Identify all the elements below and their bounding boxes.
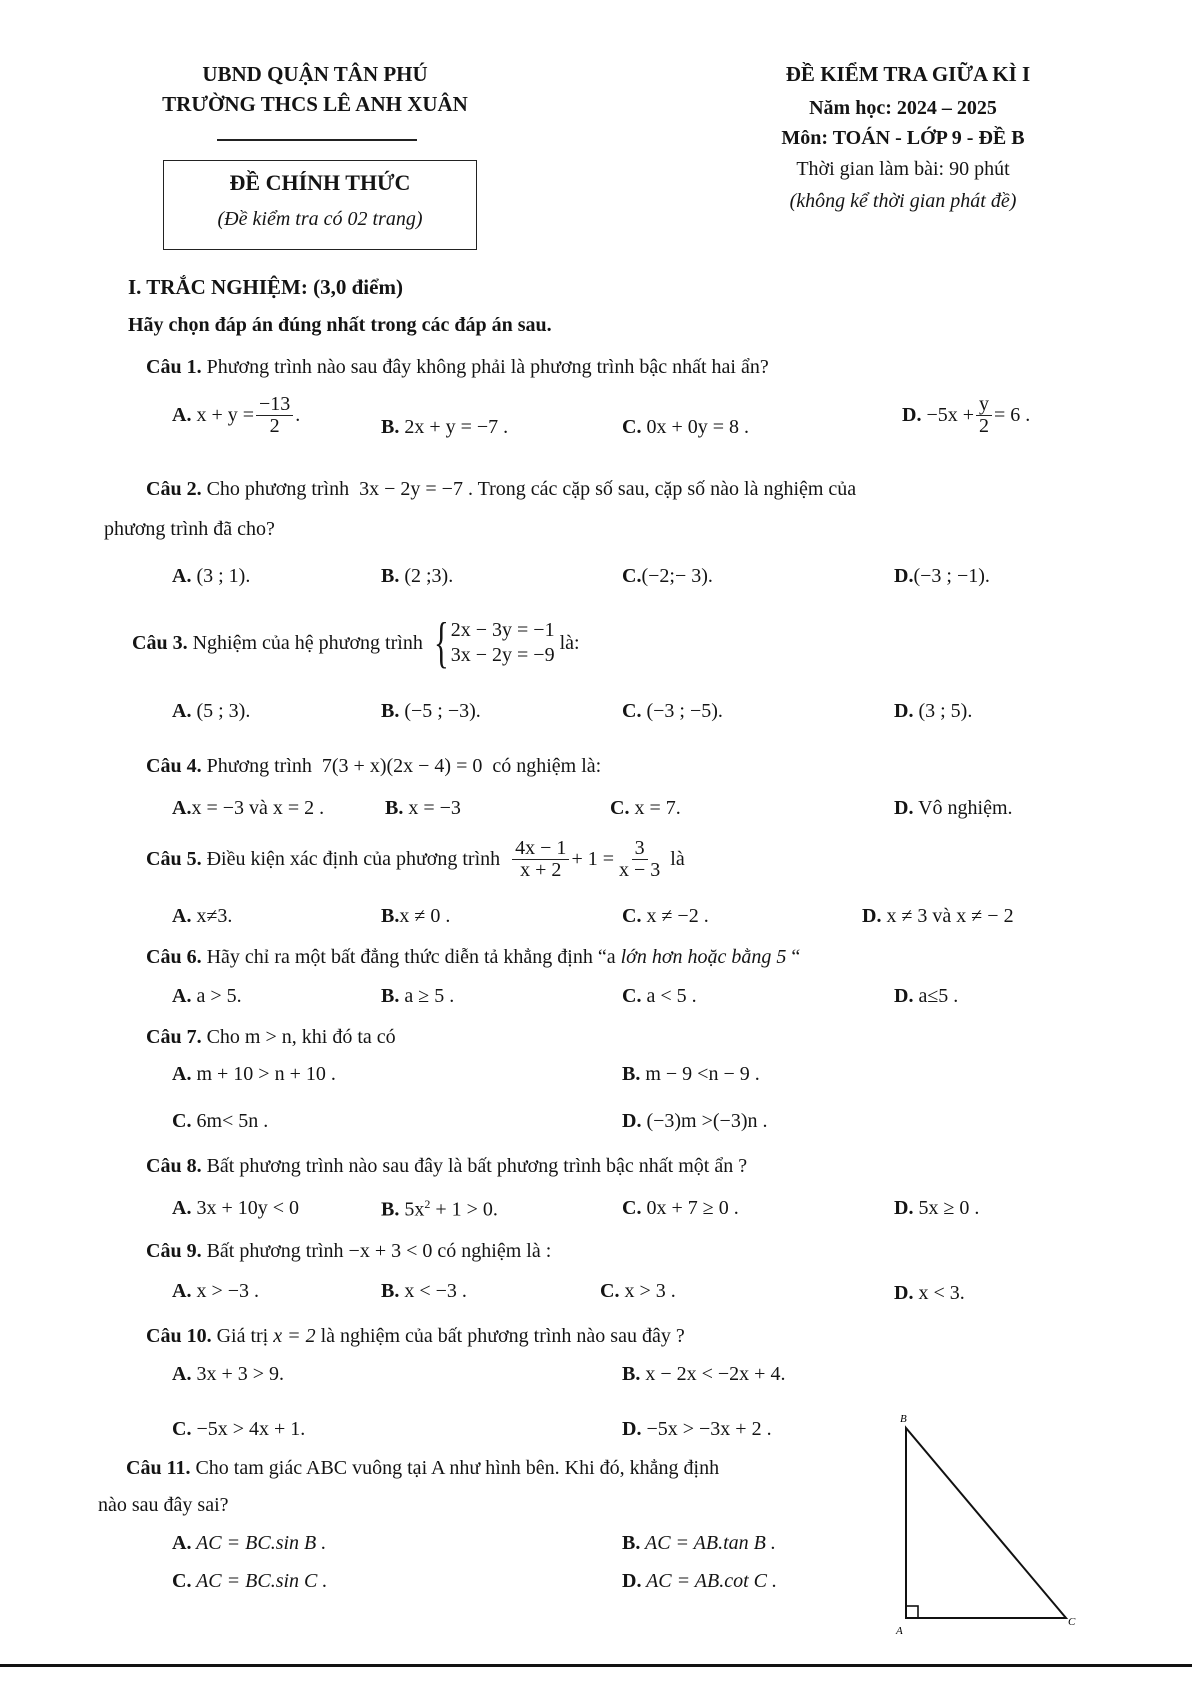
question-9: Câu 9. Bất phương trình −x + 3 < 0 có nghiệm là : [146, 1240, 552, 1262]
q11-option-b: B. AC = AB.tan B . [622, 1532, 776, 1554]
official-title: ĐỀ CHÍNH THỨC [229, 170, 411, 195]
question-2: Câu 2. Cho phương trình 3x − 2y = −7 . Trong các cặp số sau, cặp số nào là nghiệm của [146, 478, 857, 500]
right-angle-mark [906, 1606, 918, 1618]
question-10: Câu 10. Giá trị x = 2 là nghiệm của bất phương trình nào sau đây ? [146, 1325, 685, 1347]
q4-option-b: B. x = −3 [385, 797, 461, 819]
fraction: $\frac{-13}{2}$ [256, 394, 293, 437]
question-6: Câu 6. Hãy chỉ ra một bất đẳng thức diễn tả khẳng định “a lớn hơn hoặc bằng 5 “ [146, 946, 801, 968]
q5-option-c: C. x ≠ −2 . [622, 905, 709, 927]
question-5: Câu 5. Điều kiện xác định của phương trình $\frac{4x - 1}{x + 2}$ + 1 = $\frac{3}{x - 3}$ là [146, 837, 685, 881]
q9-option-a: A. x > −3 . [172, 1280, 260, 1302]
q6-option-d: D. a≤5 . [894, 985, 959, 1007]
q11-option-c: C. AC = BC.sin C . [172, 1570, 328, 1592]
question-11-cont: nào sau đây sai? [98, 1494, 229, 1516]
q10-option-c: C. −5x > 4x + 1. [172, 1418, 306, 1440]
question-7: Câu 7. Cho m > n, khi đó ta có [146, 1026, 396, 1048]
q7-option-b: B. m − 9 <n − 9 . [622, 1063, 760, 1085]
question-11: Câu 11. Cho tam giác ABC vuông tại A như hình bên. Khi đó, khẳng định [126, 1457, 720, 1479]
q11-option-d: D. AC = AB.cot C . [622, 1570, 777, 1592]
q1-option-b: B. 2x + y = −7 . [381, 416, 509, 438]
school-year: Năm học: 2024 – 2025 [809, 97, 997, 119]
q1-option-c: C. 0x + 0y = 8 . [622, 416, 750, 438]
page-bottom-border [0, 1664, 1192, 1667]
equation-system: { 2x − 3y = −1 3x − 2y = −9 [433, 612, 555, 674]
q3-option-b: B. (−5 ; −3). [381, 700, 481, 722]
option-text: x + y = [196, 404, 255, 426]
duration: Thời gian làm bài: 90 phút [796, 158, 1010, 180]
q10-option-b: B. x − 2x < −2x + 4. [622, 1363, 786, 1385]
q2-option-a: A. (3 ; 1). [172, 565, 251, 587]
duration-note: (không kể thời gian phát đề) [789, 190, 1017, 212]
section-title: I. TRẮC NGHIỆM: (3,0 điểm) [128, 275, 403, 299]
q7-option-d: D. (−3)m >(−3)n . [622, 1110, 768, 1132]
question-2-cont: phương trình đã cho? [104, 518, 275, 540]
q9-option-b: B. x < −3 . [381, 1280, 467, 1302]
section-instruction: Hãy chọn đáp án đúng nhất trong các đáp án sau. [128, 314, 552, 336]
q10-option-d: D. −5x > −3x + 2 . [622, 1418, 772, 1440]
q6-option-b: B. a ≥ 5 . [381, 985, 455, 1007]
q2-option-b: B. (2 ;3). [381, 565, 454, 587]
q4-option-a: A.x = −3 và x = 2 . [172, 797, 325, 819]
page-count-note: (Đề kiểm tra có 02 trang) [217, 208, 423, 230]
q8-option-d: D. 5x ≥ 0 . [894, 1197, 980, 1219]
triangle-shape [906, 1428, 1066, 1618]
q4-option-c: C. x = 7. [610, 797, 681, 819]
q3-option-c: C. (−3 ; −5). [622, 700, 723, 722]
q9-option-d: D. x < 3. [894, 1282, 965, 1304]
q4-option-d: D. Vô nghiệm. [894, 797, 1013, 819]
fraction: $\frac{4x - 1}{x + 2}$ [512, 838, 569, 881]
fraction: $\frac{y}{2}$ [976, 394, 992, 437]
q10-option-a: A. 3x + 3 > 9. [172, 1363, 285, 1385]
subject-line: Môn: TOÁN - LỚP 9 - ĐỀ B [781, 127, 1025, 149]
q11-option-a: A. AC = BC.sin B . [172, 1532, 327, 1554]
option-key: A. [172, 404, 192, 426]
q7-option-c: C. 6m< 5n . [172, 1110, 269, 1132]
question-4: Câu 4. Phương trình 7(3 + x)(2x − 4) = 0 có nghiệm là: [146, 755, 602, 777]
right-triangle-figure [886, 1408, 1086, 1648]
q6-option-a: A. a > 5. [172, 985, 242, 1007]
q1-option-a: A. x + y = $\frac{-13}{2}$ . [172, 393, 301, 437]
q7-option-a: A. m + 10 > n + 10 . [172, 1063, 336, 1085]
brace: { [433, 612, 449, 674]
exam-title: ĐỀ KIỂM TRA GIỮA KÌ I [785, 62, 1031, 86]
q6-option-c: C. a < 5 . [622, 985, 697, 1007]
q8-option-a: A. 3x + 10y < 0 [172, 1197, 300, 1219]
question-1 [146, 356, 769, 379]
school-name: TRƯỜNG THCS LÊ ANH XUÂN [162, 92, 468, 116]
q8-option-b: B. $5x^2 + 1 > 0$. [381, 1197, 498, 1221]
question-3: Câu 3. Nghiệm của hệ phương trình { 2x − 3y = −1 3x − 2y = −9 là: [132, 612, 580, 674]
header-divider [217, 139, 417, 141]
q2-option-c: C.(−2;− 3). [622, 565, 713, 587]
fraction: $\frac{3}{x - 3}$ [619, 837, 661, 881]
q8-option-c: C. 0x + 7 ≥ 0 . [622, 1197, 739, 1219]
q5-option-d: D. x ≠ 3 và x ≠ − 2 [862, 905, 1014, 927]
q3-option-d: D. (3 ; 5). [894, 700, 973, 722]
vertex-a-label: A [896, 1625, 903, 1637]
question-8: Câu 8. Bất phương trình nào sau đây là bất phương trình bậc nhất một ẩn ? [146, 1155, 748, 1177]
q2-option-d: D.(−3 ; −1). [894, 565, 990, 587]
vertex-b-label: B [900, 1413, 907, 1425]
district-name: UBND QUẬN TÂN PHÚ [202, 62, 428, 86]
q5-option-a: A. x≠3. [172, 905, 233, 927]
question-text: Phương trình nào sau đây không phải là phương trình bậc nhất hai ẩn? [206, 356, 769, 378]
question-label: Câu 1. [146, 356, 202, 378]
vertex-c-label: C [1068, 1616, 1076, 1628]
q3-option-a: A. (5 ; 3). [172, 700, 251, 722]
q5-option-b: B.x ≠ 0 . [381, 905, 451, 927]
q1-option-d: D. −5x + $\frac{y}{2}$ = 6 . [902, 393, 1031, 437]
q9-option-c: C. x > 3 . [600, 1280, 676, 1302]
